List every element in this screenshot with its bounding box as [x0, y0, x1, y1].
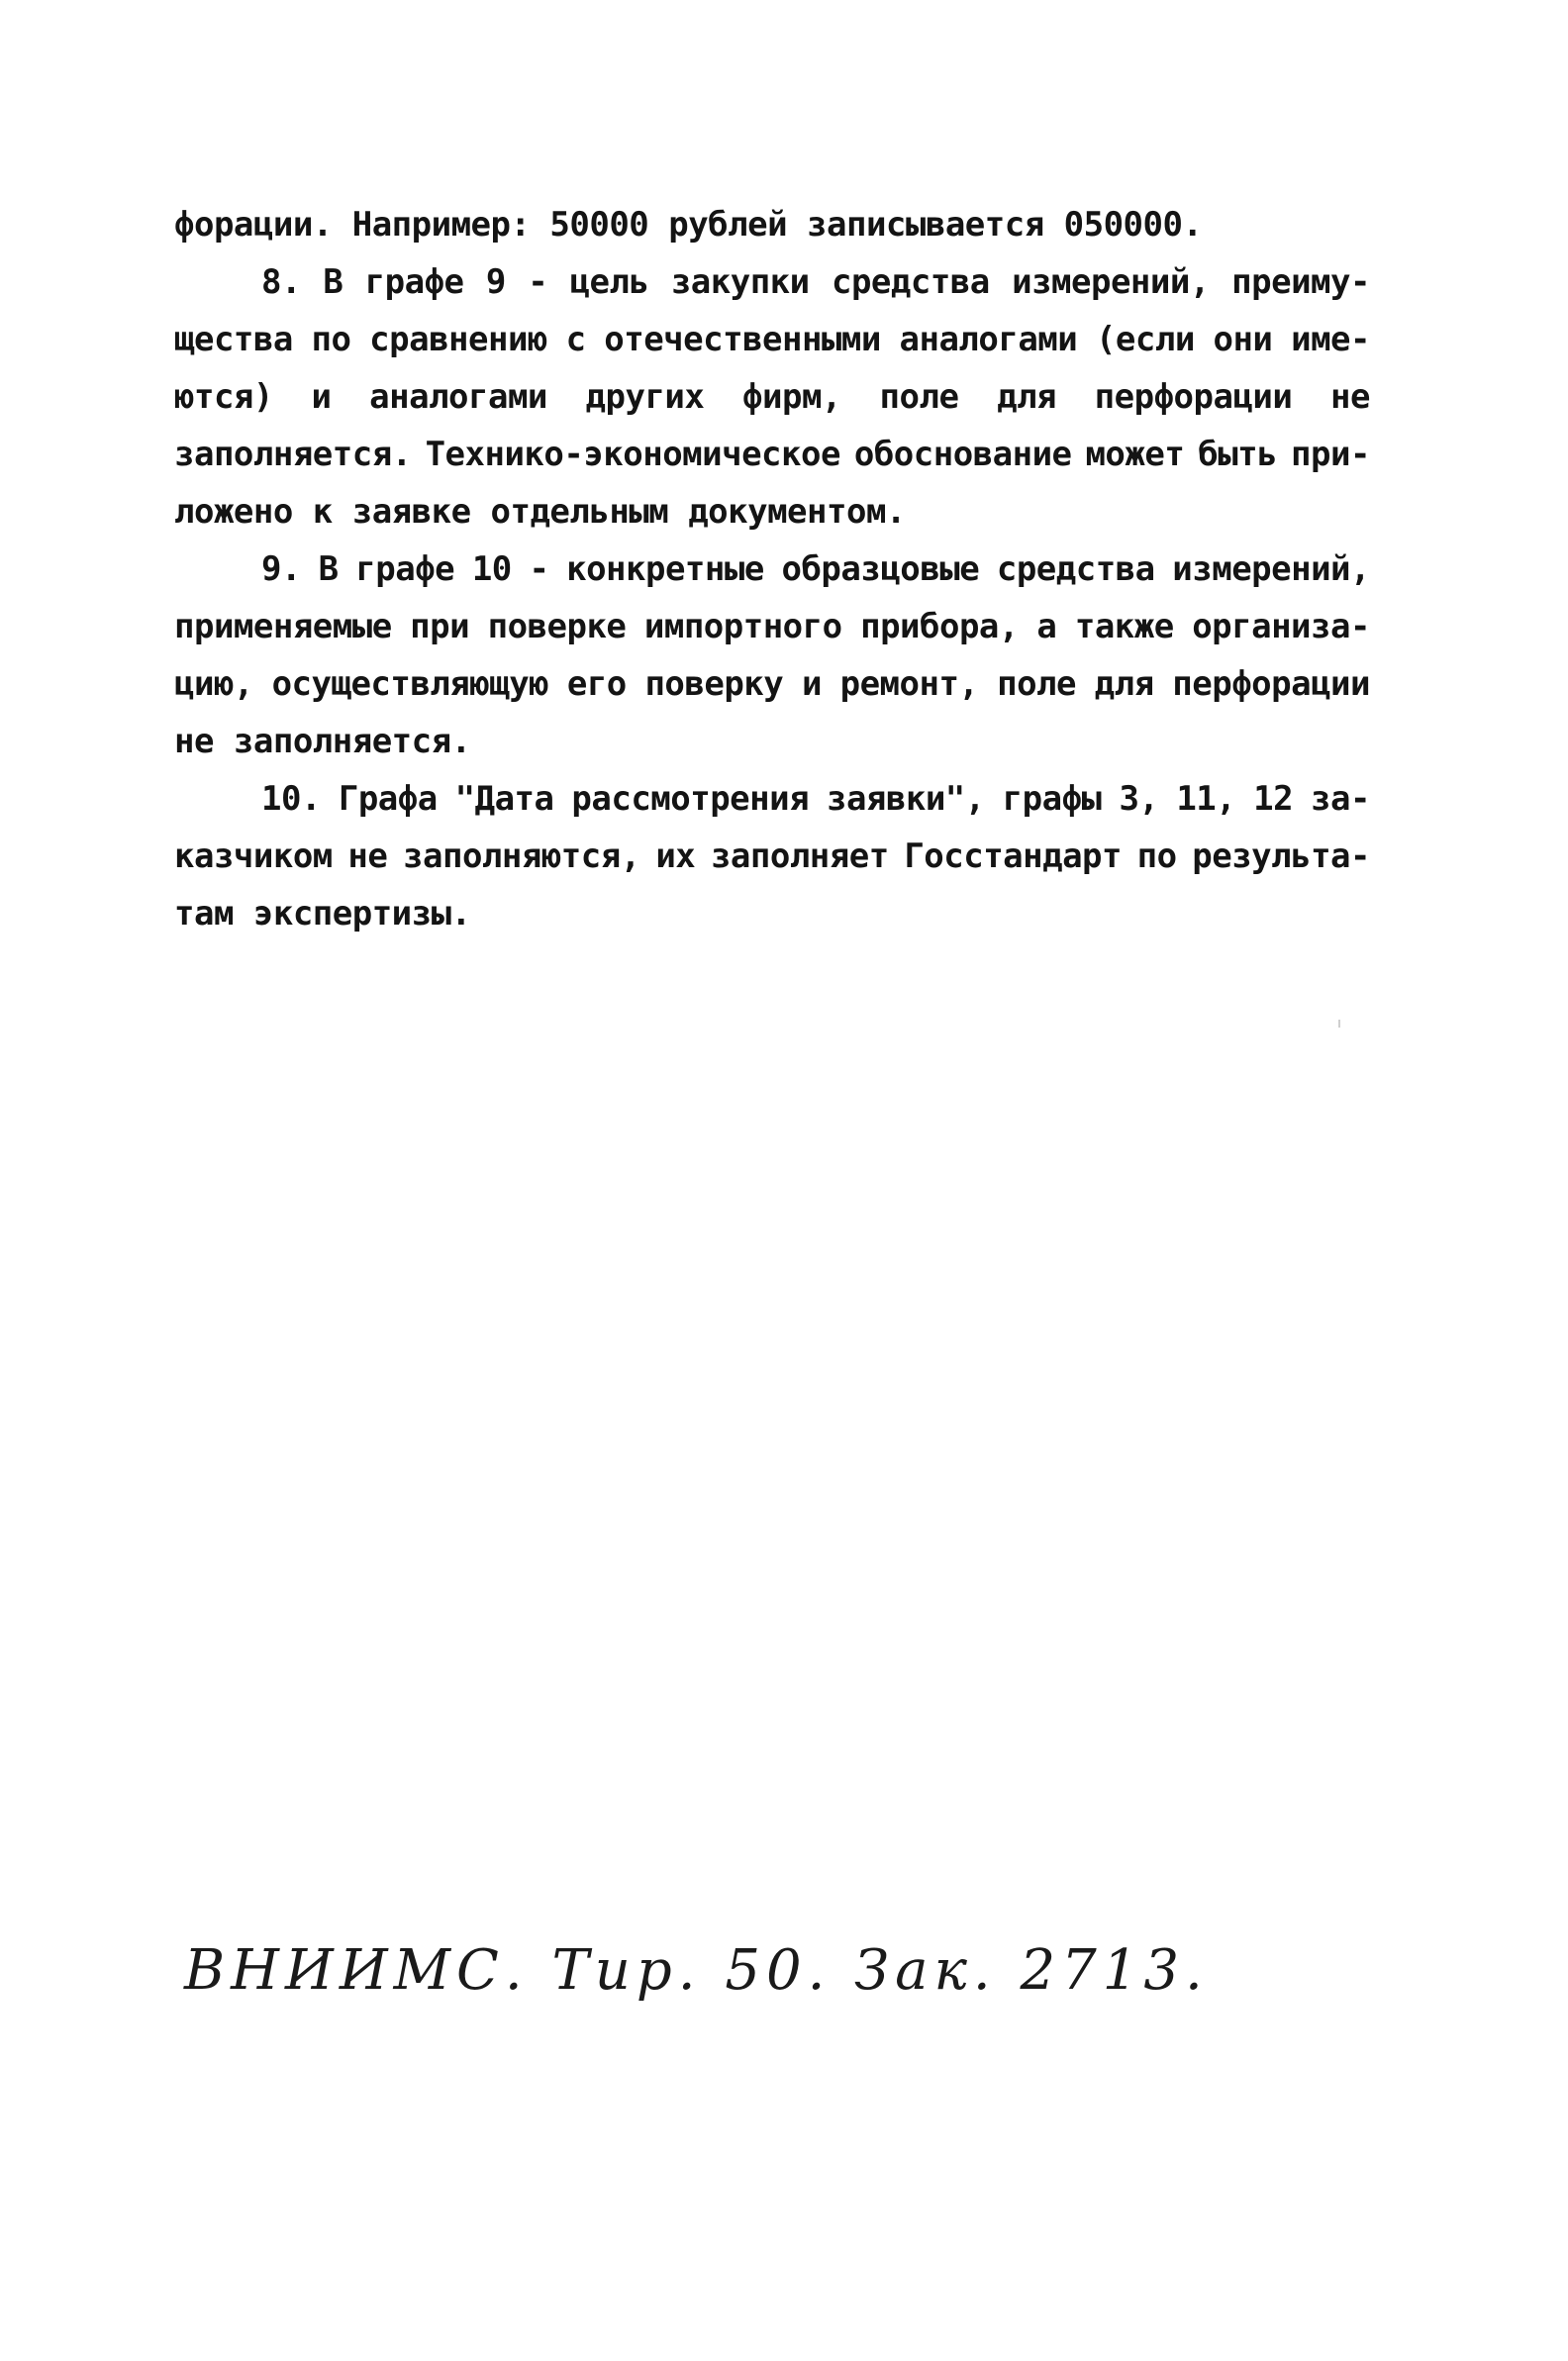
- word: заполняются,: [403, 836, 640, 876]
- word: может: [1085, 435, 1185, 474]
- word: 9.: [261, 549, 301, 589]
- text-line: ложено к заявке отдельным документом.: [174, 492, 906, 532]
- word: по: [311, 320, 351, 359]
- word: за-: [1311, 779, 1370, 819]
- text-line: не заполняется.: [174, 722, 471, 761]
- word: не: [1330, 377, 1370, 417]
- word: фирм,: [742, 377, 841, 417]
- word: измерений,: [1172, 549, 1370, 589]
- word: для: [997, 377, 1057, 417]
- word: ремонт,: [839, 664, 979, 704]
- word: 11,: [1176, 779, 1236, 819]
- word: его: [566, 664, 627, 704]
- word: быть: [1198, 435, 1278, 474]
- word: аналогами: [369, 377, 547, 417]
- word: заполняется.: [174, 435, 412, 474]
- word: конкретные: [566, 549, 764, 589]
- text-line: [174, 253, 1370, 311]
- word: преиму-: [1231, 262, 1370, 302]
- word: результа-: [1192, 836, 1370, 876]
- word: средства: [831, 262, 990, 302]
- text-line: [174, 426, 1370, 483]
- word: при-: [1291, 435, 1370, 474]
- word: (если: [1095, 320, 1195, 359]
- word: не: [347, 836, 388, 876]
- word: графе: [355, 549, 455, 589]
- word: по: [1136, 836, 1177, 876]
- word: поле: [997, 664, 1076, 704]
- word: "Дата: [454, 779, 554, 819]
- handwritten-print-note: ВНИИМС. Тир. 50. Зак. 2713.: [184, 1938, 1209, 2003]
- word: 9: [485, 262, 506, 302]
- word: 10.: [261, 779, 321, 819]
- word: щества: [174, 320, 293, 359]
- text-line: [174, 655, 1370, 713]
- word: 12: [1253, 779, 1294, 819]
- word: графе: [364, 262, 464, 302]
- text-line: [174, 598, 1370, 655]
- word: -: [528, 262, 548, 302]
- word: 10: [471, 549, 512, 589]
- word: графы: [1002, 779, 1102, 819]
- word: их: [655, 836, 696, 876]
- word: измерений,: [1012, 262, 1210, 302]
- word: поле: [879, 377, 959, 417]
- word: -: [529, 549, 549, 589]
- word: также: [1074, 607, 1174, 646]
- word: заполняет: [710, 836, 889, 876]
- word: сравнению: [369, 320, 547, 359]
- word: для: [1094, 664, 1154, 704]
- text-line: форации. Например: 50000 рублей записывается 050000.: [174, 205, 1203, 245]
- word: име-: [1291, 320, 1370, 359]
- word: с: [565, 320, 586, 359]
- word: обоснование: [853, 435, 1072, 474]
- word: Технико-экономическое: [425, 435, 840, 474]
- word: при: [410, 607, 470, 646]
- word: отечественными: [604, 320, 881, 359]
- word: а: [1036, 607, 1057, 646]
- word: и: [311, 377, 332, 417]
- typed-text-block: [174, 196, 1370, 942]
- word: поверку: [644, 664, 784, 704]
- word: поверке: [487, 607, 627, 646]
- word: организа-: [1192, 607, 1370, 646]
- word: В: [318, 549, 339, 589]
- word: перфорации: [1094, 377, 1293, 417]
- word: цель: [569, 262, 649, 302]
- word: прибора,: [860, 607, 1019, 646]
- word: Графа: [338, 779, 438, 819]
- word: аналогами: [899, 320, 1078, 359]
- text-line: [174, 828, 1370, 885]
- word: они: [1213, 320, 1273, 359]
- word: заявки",: [826, 779, 985, 819]
- word: рассмотрения: [571, 779, 810, 819]
- word: образцовые: [781, 549, 980, 589]
- word: 8.: [261, 262, 301, 302]
- word: средства: [996, 549, 1155, 589]
- word: импортного: [643, 607, 842, 646]
- word: применяемые: [174, 607, 392, 646]
- text-line: [174, 770, 1370, 828]
- word: осуществляющую: [271, 664, 549, 704]
- word: цию,: [174, 664, 253, 704]
- text-line: [174, 368, 1370, 426]
- word: казчиком: [174, 836, 333, 876]
- word: закупки: [670, 262, 810, 302]
- word: ются): [174, 377, 273, 417]
- word: и: [801, 664, 822, 704]
- word: перфорации: [1172, 664, 1370, 704]
- word: Госстандарт: [904, 836, 1122, 876]
- scan-artifact: [1338, 1020, 1340, 1028]
- text-line: [174, 311, 1370, 368]
- word: других: [585, 377, 705, 417]
- text-line: [174, 541, 1370, 598]
- word: 3,: [1119, 779, 1159, 819]
- word: В: [323, 262, 343, 302]
- text-line: там экспертизы.: [174, 894, 471, 934]
